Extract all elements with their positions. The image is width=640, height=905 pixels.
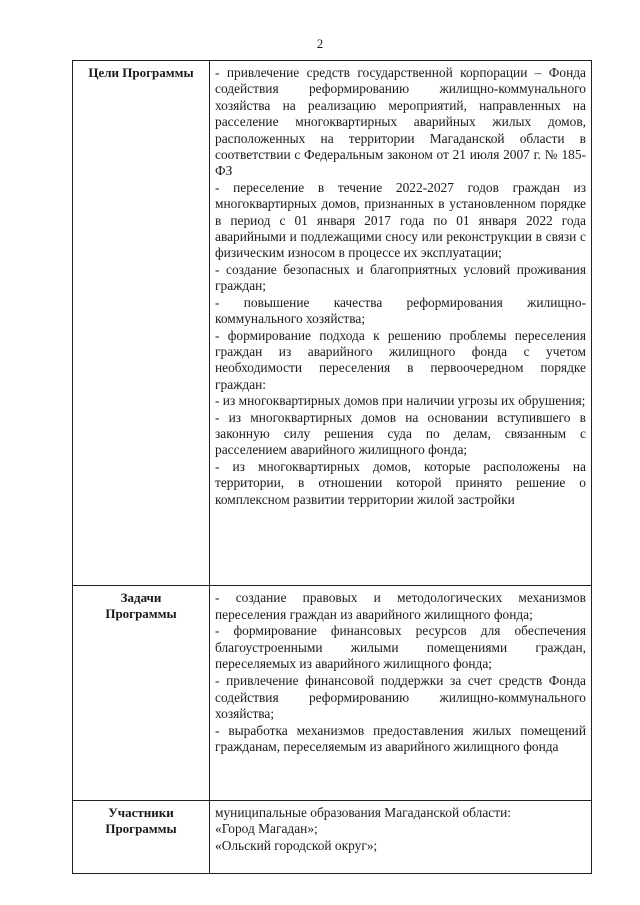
program-passport-table bbox=[72, 60, 592, 874]
table-row-goals bbox=[73, 61, 592, 586]
goal-item: - повышение качества реформирования жилищно-коммунального хозяйства; bbox=[215, 294, 586, 327]
row-label-line: Программы bbox=[105, 606, 177, 622]
goal-item: - создание безопасных и благоприятных условий проживания граждан; bbox=[215, 261, 586, 294]
task-item: - создание правовых и методологических механизмов переселения граждан из аварийного жилищного фонда; bbox=[215, 590, 586, 622]
task-item: - привлечение финансовой поддержки за счет средств Фонда содействия реформированию жилищно-коммунального хозяйства; bbox=[215, 672, 586, 722]
row-label-participants bbox=[73, 801, 210, 874]
row-label-tasks bbox=[73, 586, 210, 801]
participant-item: «Ольский городской округ»; bbox=[215, 837, 378, 853]
participant-item: муниципальные образования Магаданской области: bbox=[215, 805, 511, 820]
table-row-participants bbox=[73, 801, 592, 874]
table-row-tasks bbox=[73, 586, 592, 801]
row-content-tasks bbox=[210, 586, 592, 801]
goal-item: - из многоквартирных домов на основании вступившего в законную силу решения суда по делам, связанным с расселением аварийного жилищного фонда; bbox=[215, 409, 586, 458]
goal-item: - из многоквартирных домов, которые расположены на территории, в отношении которой принято решение о комплексном развитии территории жилой застройки bbox=[215, 458, 586, 507]
goal-item: - из многоквартирных домов при наличии угрозы их обрушения; bbox=[215, 393, 586, 409]
goal-item: - переселение в течение 2022-2027 годов граждан из многоквартирных домов, признанных в установленном порядке в период с 01 января 2017 года по 01 января 2022 года аварийными и подлежащими сносу или реконструкции в связи с физическим износом в процессе их эксплуатации; bbox=[215, 179, 586, 261]
participant-item: «Город Магадан»; bbox=[215, 821, 318, 837]
row-label-goals: Цели Программы bbox=[73, 61, 210, 586]
page-number: 2 bbox=[316, 36, 324, 51]
goal-item: - привлечение средств государственной корпорации – Фонда содействия реформированию жилищно-коммунального хозяйства на реализацию мероприятий, направленных на расселение многоквартирных аварийных жилых домов, расположенных на территории Магаданской области в соответствии с Федеральным законом от 21 июля 2007 г. № 185-ФЗ bbox=[215, 65, 586, 179]
row-label-line: Участники bbox=[108, 805, 174, 820]
row-content-participants bbox=[210, 801, 592, 874]
row-label-line: Задачи bbox=[120, 590, 162, 605]
task-item: - выработка механизмов предоставления жилых помещений гражданам, переселяемым из аварийного жилищного фонда bbox=[215, 722, 586, 755]
row-label-line: Программы bbox=[105, 821, 177, 837]
goal-item: - формирование подхода к решению проблемы переселения граждан из аварийного жилищного фонда с учетом необходимости переселения в первоочередном порядке граждан: bbox=[215, 327, 586, 392]
row-content-goals bbox=[210, 61, 592, 586]
task-item: - формирование финансовых ресурсов для обеспечения благоустроенными жилыми помещениями граждан, переселяемых из аварийного жилищного фонда; bbox=[215, 623, 586, 672]
